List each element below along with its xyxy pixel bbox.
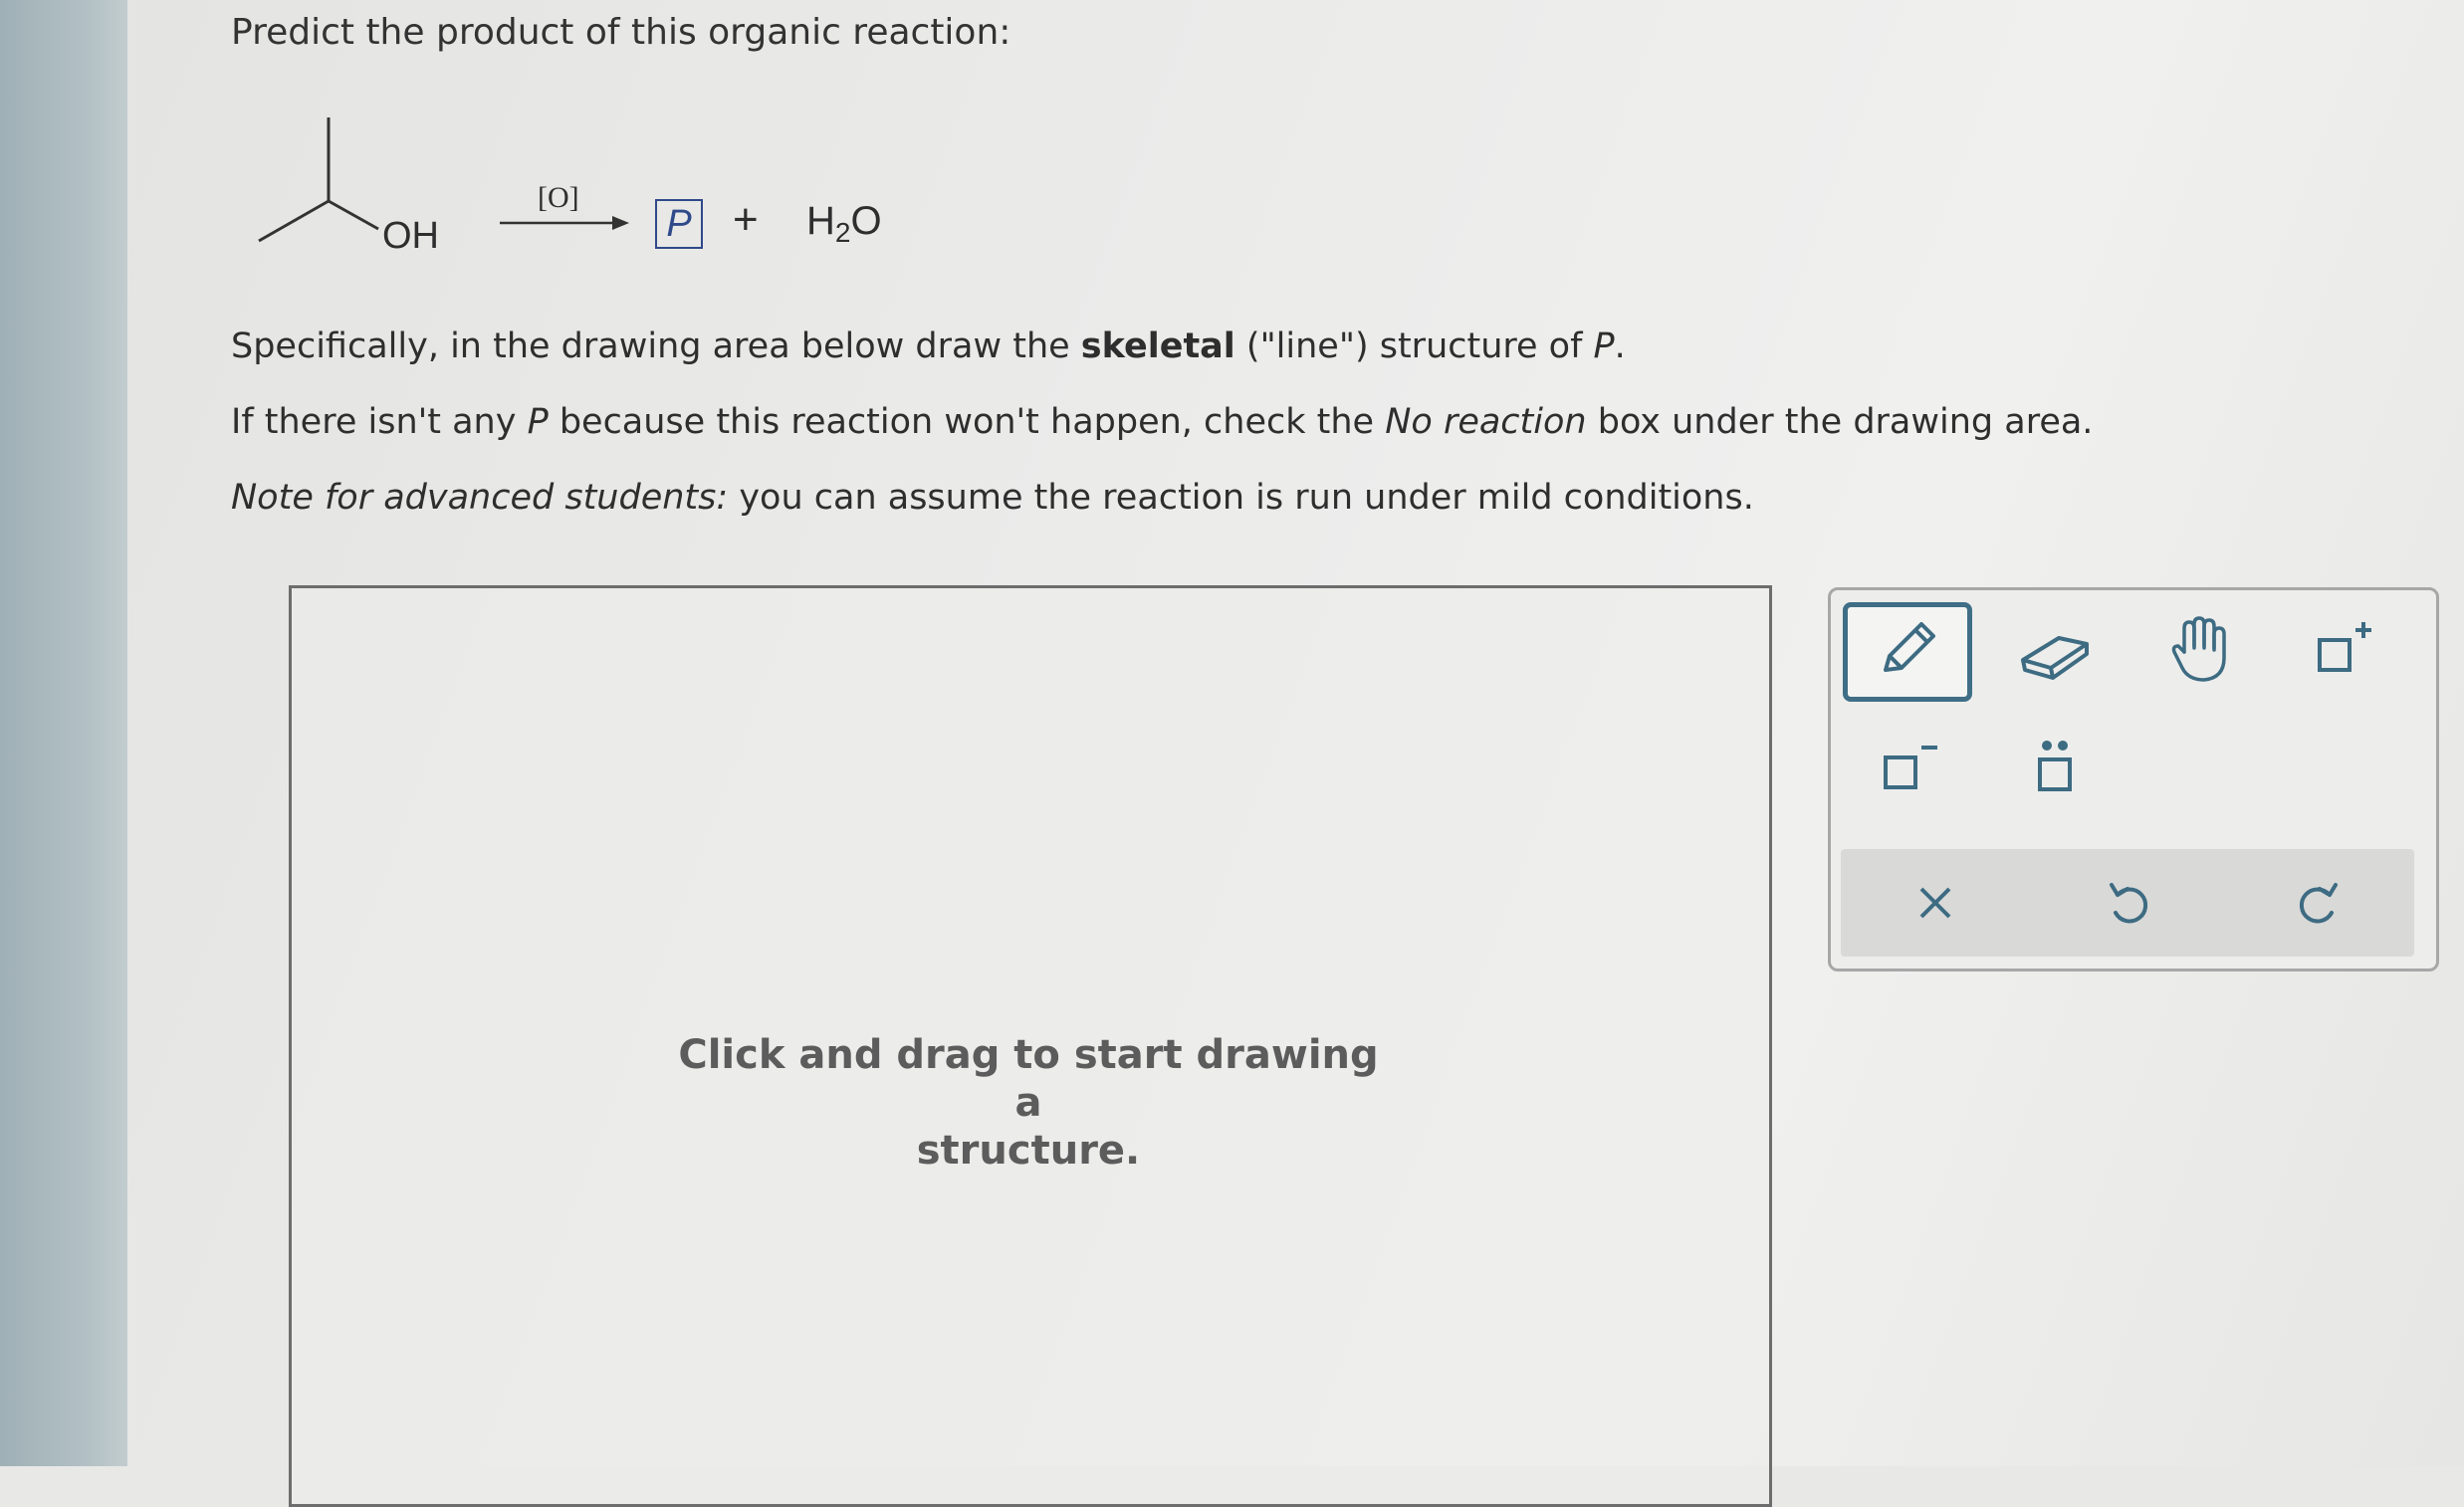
hydroxyl-label: OH bbox=[382, 215, 439, 257]
plus-sign: + bbox=[733, 195, 759, 244]
question-title: Predict the product of this organic reaction: bbox=[231, 12, 1011, 53]
undo-button[interactable] bbox=[2033, 849, 2222, 957]
redo-icon bbox=[2290, 873, 2350, 933]
negative-charge-icon bbox=[1868, 730, 1947, 809]
eraser-tool-button[interactable] bbox=[1990, 602, 2120, 702]
redo-button[interactable] bbox=[2225, 849, 2414, 957]
drawing-hint: Click and drag to start drawing a structure. bbox=[678, 1032, 1379, 1174]
negative-charge-button[interactable] bbox=[1843, 720, 1972, 819]
left-sidebar bbox=[0, 0, 127, 1466]
lone-pair-icon bbox=[2015, 730, 2095, 809]
drawing-area[interactable] bbox=[289, 585, 1772, 1507]
instruction-line-3: Note for advanced students: you can assume the reaction is run under mild conditions. bbox=[231, 478, 1754, 518]
positive-charge-icon bbox=[2306, 612, 2385, 692]
pencil-icon bbox=[1868, 612, 1947, 692]
hand-icon bbox=[2160, 612, 2240, 692]
pencil-tool-button[interactable] bbox=[1843, 602, 1972, 702]
product-placeholder: P bbox=[655, 199, 703, 249]
drawing-toolbox bbox=[1828, 587, 2439, 971]
lone-pair-button[interactable] bbox=[1990, 720, 2120, 819]
clear-icon bbox=[1905, 873, 1965, 933]
reaction-bonds bbox=[239, 100, 956, 279]
undo-icon bbox=[2098, 873, 2157, 933]
reaction-scheme bbox=[239, 100, 956, 279]
hand-tool-button[interactable] bbox=[2135, 602, 2265, 702]
positive-charge-button[interactable] bbox=[2281, 602, 2410, 702]
reaction-condition: [O] bbox=[538, 181, 579, 214]
clear-button[interactable] bbox=[1841, 849, 2030, 957]
eraser-icon bbox=[2015, 612, 2095, 692]
instruction-line-2: If there isn't any P because this reaction won't happen, check the No reaction box under the drawing area. bbox=[231, 402, 2094, 442]
water-formula: $H_2O$ bbox=[806, 199, 882, 248]
action-bar bbox=[1841, 849, 2414, 957]
instruction-line-1: Specifically, in the drawing area below draw the skeletal ("line") structure of P. bbox=[231, 326, 1626, 366]
